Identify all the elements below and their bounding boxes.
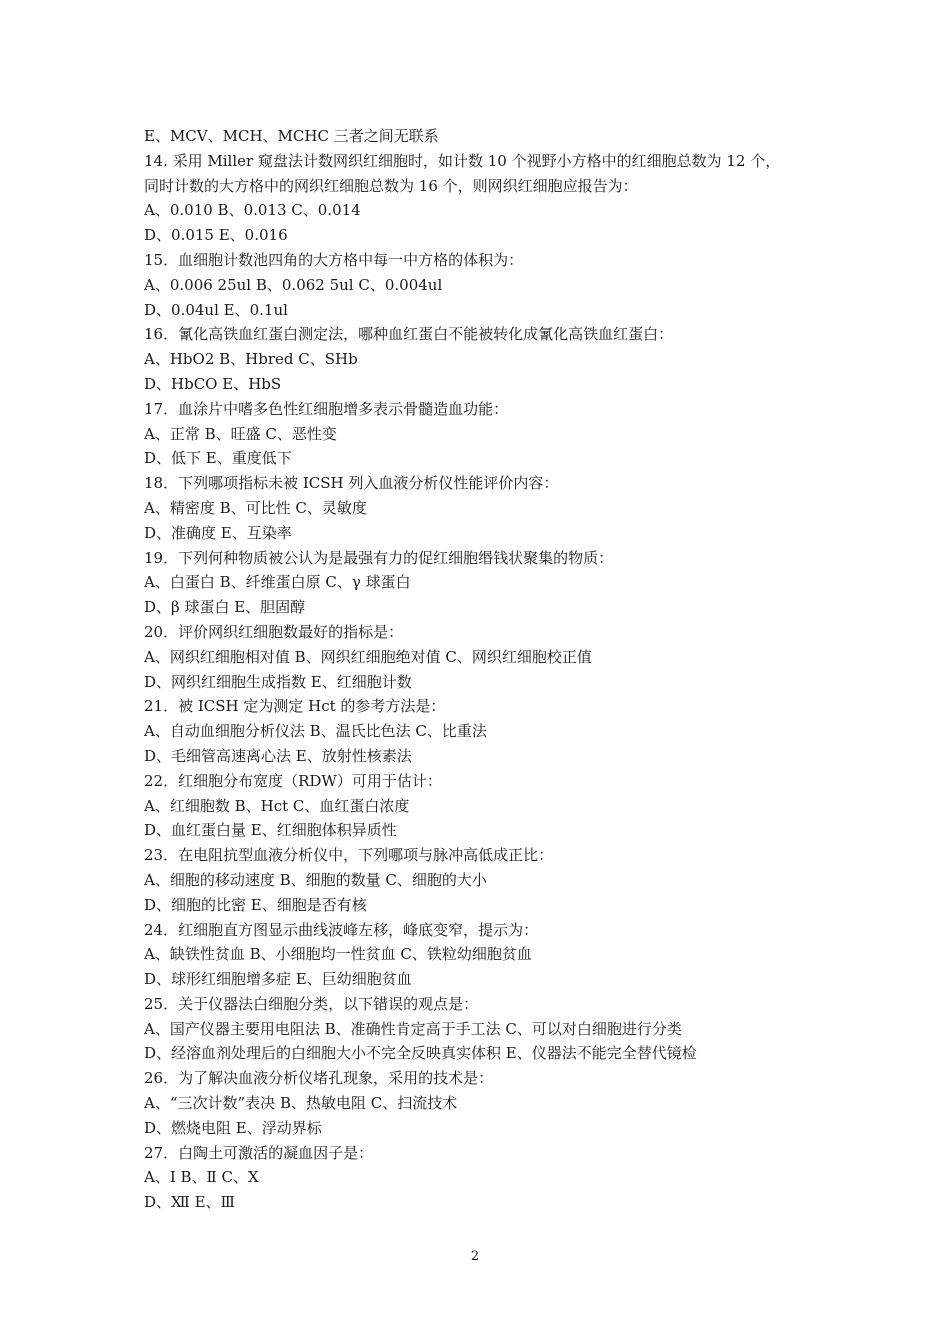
text-line: E、MCV、MCH、MCHC 三者之间无联系 [144,127,439,145]
options-line: D、网织红细胞生成指数 E、红细胞计数 [144,672,412,691]
page-number: 2 [470,1249,480,1264]
options-line: D、0.015 E、0.016 [144,226,288,245]
question-23: 23．在电阻抗型血液分析仪中，下列哪项与脉冲高低成正比： [144,846,554,865]
options-line: A、0.010 B、0.013 C、0.014 [144,201,361,220]
options-line: D、细胞的比密 E、细胞是否有核 [144,895,367,914]
options-line: D、低下 E、重度低下 [144,449,292,468]
question-24: 24．红细胞直方图显示曲线波峰左移，峰底变窄，提示为： [144,920,539,939]
options-line: D、经溶血剂处理后的白细胞大小不完全反映真实体积 E、仪器法不能完全替代镜检 [144,1044,697,1063]
options-line: A、国产仪器主要用电阻法 B、准确性肯定高于手工法 C、可以对白细胞进行分类 [144,1019,682,1038]
options-line: A、白蛋白 B、纤维蛋白原 C、γ 球蛋白 [144,573,411,592]
options-line: A、0.006 25ul B、0.062 5ul C、0.004ul [144,275,443,294]
options-line: D、燃烧电阻 E、浮动界标 [144,1118,322,1137]
question-22: 22．红细胞分布宽度（RDW）可用于估计： [144,771,442,790]
options-line: D、准确度 E、互染率 [144,523,292,542]
question-16: 16．氰化高铁血红蛋白测定法，哪种血红蛋白不能被转化成氰化高铁血红蛋白： [144,325,674,344]
document-body [144,124,824,1215]
question-25: 25．关于仪器法白细胞分类，以下错误的观点是： [144,994,479,1013]
options-line: D、Ⅻ E、Ⅲ [144,1193,236,1212]
options-line: A、自动血细胞分析仪法 B、温氏比色法 C、比重法 [144,722,487,741]
options-line: A、HbO2 B、Hbred C、SHb [144,350,358,369]
options-line: D、HbCO E、HbS [144,374,282,393]
options-line: A、红细胞数 B、Hct C、血红蛋白浓度 [144,796,410,815]
options-line: A、Ⅰ B、Ⅱ C、Ⅹ [144,1168,259,1187]
question-26: 26．为了解决血液分析仪堵孔现象，采用的技术是： [144,1069,494,1088]
options-line: A、正常 B、旺盛 C、恶性变 [144,424,337,443]
options-line: D、0.04ul E、0.1ul [144,300,288,319]
question-19: 19．下列何种物质被公认为是最强有力的促红细胞缗钱状聚集的物质： [144,548,614,567]
options-line: A、细胞的移动速度 B、细胞的数量 C、细胞的大小 [144,870,487,889]
question-17: 17．血涂片中嗜多色性红细胞增多表示骨髓造血功能： [144,399,509,418]
question-18: 18．下列哪项指标未被 ICSH 列入血液分析仪性能评价内容： [144,474,559,493]
question-21: 21．被 ICSH 定为测定 Hct 的参考方法是： [144,697,446,716]
options-line: D、毛细管高速离心法 E、放射性核素法 [144,746,412,765]
question-14: 14. 采用 Miller 窥盘法计数网织红细胞时，如计数 10 个视野小方格中的红细胞总数为 12 个， [144,151,781,170]
question-20: 20．评价网织红细胞数最好的指标是： [144,622,404,641]
options-line: D、β 球蛋白 E、胆固醇 [144,598,306,617]
options-line: A、“三次计数”表决 B、热敏电阻 C、扫流技术 [144,1094,458,1113]
options-line: A、缺铁性贫血 B、小细胞均一性贫血 C、铁粒幼细胞贫血 [144,945,532,964]
question-15: 15．血细胞计数池四角的大方格中每一中方格的体积为： [144,250,524,269]
options-line: D、球形红细胞增多症 E、巨幼细胞贫血 [144,970,412,989]
text-line: 同时计数的大方格中的网织红细胞总数为 16 个，则网织红细胞应报告为： [144,176,638,195]
options-line: A、网织红细胞相对值 B、网织红细胞绝对值 C、网织红细胞校正值 [144,647,592,666]
options-line: D、血红蛋白量 E、红细胞体积异质性 [144,821,397,840]
question-27: 27．白陶土可激活的凝血因子是： [144,1143,374,1162]
options-line: A、精密度 B、可比性 C、灵敏度 [144,498,367,517]
